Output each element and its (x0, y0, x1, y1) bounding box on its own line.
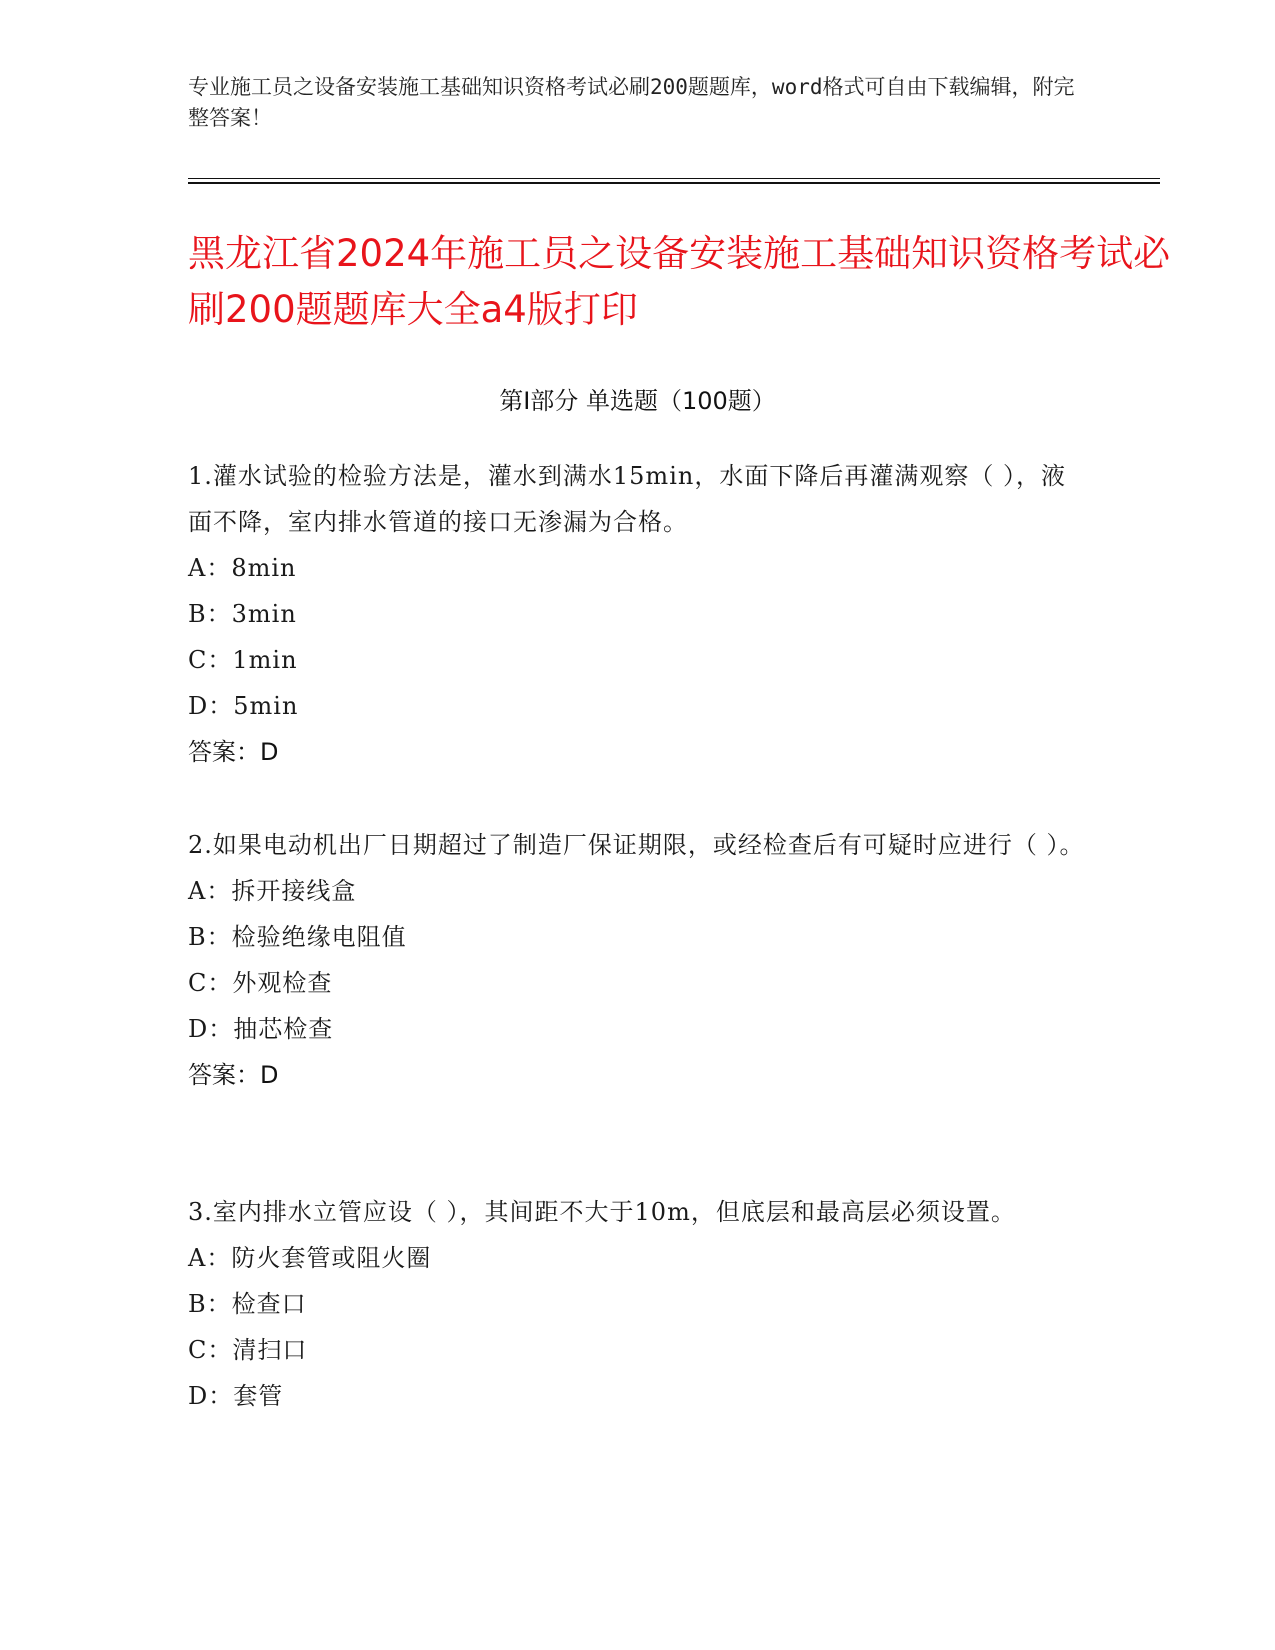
option-b: B：检查口 (188, 1290, 307, 1318)
answer: 答案：D (188, 1061, 279, 1089)
question-1 (188, 453, 1088, 775)
option-c: C：1min (188, 646, 298, 674)
question-stem: 2.如果电动机出厂日期超过了制造厂保证期限，或经检查后有可疑时应进行（ ）。 (188, 831, 1085, 859)
option-d: D：5min (188, 692, 299, 720)
header-rule-thick (188, 182, 1160, 184)
option-a: A：8min (188, 554, 297, 582)
question-stem: 1.灌水试验的检验方法是，灌水到满水15min，水面下降后再灌满观察（ ），液面不降，室内排水管道的接口无渗漏为合格。 (188, 462, 1066, 536)
option-b: B：3min (188, 600, 297, 628)
question-stem: 3.室内排水立管应设（ ），其间距不大于10m，但底层和最高层必须设置。 (188, 1198, 1016, 1226)
document-title: 黑龙江省2024年施工员之设备安装施工基础知识资格考试必刷200题题库大全a4版打印 (188, 232, 1171, 331)
answer: 答案：D (188, 738, 279, 766)
question-2 (188, 822, 1088, 1098)
header-note: 专业施工员之设备安装施工基础知识资格考试必刷200题题库，word格式可自由下载编辑，附完整答案！ (188, 75, 1075, 130)
option-b: B：检验绝缘电阻值 (188, 923, 407, 951)
question-3 (188, 1189, 1088, 1419)
option-a: A：防火套管或阻火圈 (188, 1244, 432, 1272)
option-a: A：拆开接线盒 (188, 877, 357, 905)
option-c: C：清扫口 (188, 1336, 308, 1364)
option-d: D：抽芯检查 (188, 1015, 334, 1043)
section-title: 第I部分 单选题（100题） (499, 387, 776, 415)
header-rule-thin (188, 178, 1160, 179)
option-c: C：外观检查 (188, 969, 333, 997)
option-d: D：套管 (188, 1382, 284, 1410)
